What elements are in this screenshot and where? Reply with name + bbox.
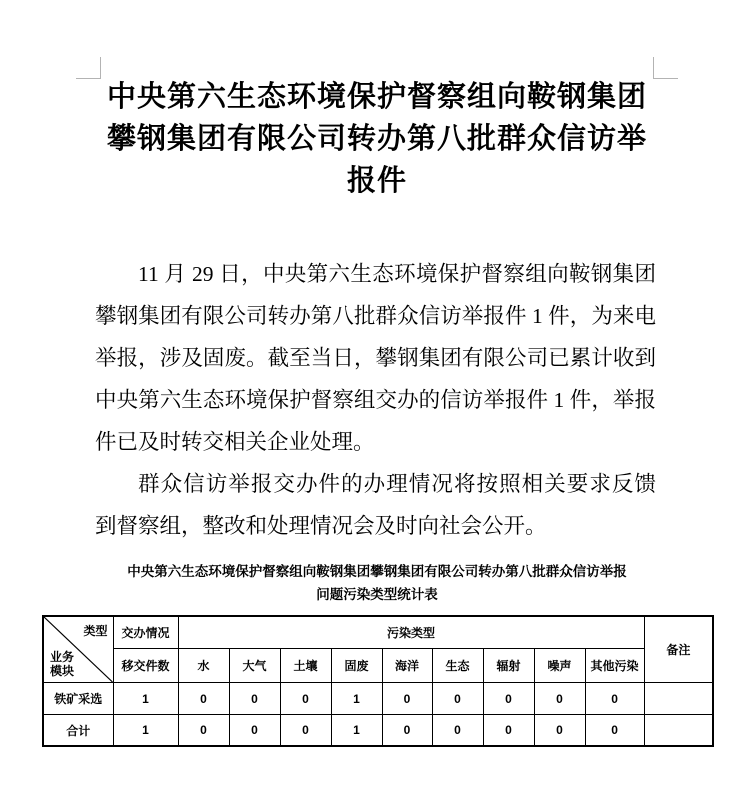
pollution-type-stats-table [42, 615, 714, 747]
table-cell: 0 [585, 715, 644, 747]
table-cell-remark [644, 683, 713, 715]
table-header-row-2 [43, 649, 713, 683]
table-caption [40, 560, 714, 606]
table-cell: 0 [432, 683, 483, 715]
row-label: 铁矿采选 [43, 683, 113, 715]
table-row-iron-ore [43, 683, 713, 715]
header-cell-ecology: 生态 [432, 649, 483, 683]
header-cell-air: 大气 [229, 649, 280, 683]
table-cell: 0 [229, 715, 280, 747]
table-row-total [43, 715, 713, 747]
table-cell-remark [644, 715, 713, 747]
header-cell-other-pollution: 其他污染 [585, 649, 644, 683]
table-cell: 1 [331, 683, 382, 715]
header-cell-noise: 噪声 [534, 649, 585, 683]
document-title [0, 76, 754, 202]
corner-label-line: 模块 [50, 664, 75, 678]
table-cell: 1 [113, 715, 178, 747]
body-line: 到督察组，整改和处理情况会及时向社会公开。 [95, 514, 547, 538]
title-line: 攀钢集团有限公司转办第八批群众信访举 [106, 123, 647, 155]
header-cell-ocean: 海洋 [382, 649, 432, 683]
row-label: 合计 [43, 715, 113, 747]
table-cell: 1 [113, 683, 178, 715]
table-cell: 0 [382, 715, 432, 747]
body-text [95, 253, 656, 547]
header-cell-solid-waste: 固废 [331, 649, 382, 683]
table-cell: 0 [280, 715, 331, 747]
body-line: 攀钢集团有限公司转办第八批群众信访举报件 1 件，为来电 [95, 304, 656, 328]
corner-label-business-module [50, 650, 74, 678]
header-cell-water: 水 [178, 649, 229, 683]
table-caption-line: 中央第六生态环境保护督察组向鞍钢集团攀钢集团有限公司转办第八批群众信访举报 [127, 564, 627, 579]
header-cell-assign-status: 交办情况 [113, 616, 178, 649]
corner-label-type: 类型 [83, 624, 108, 638]
table-header-row-1 [43, 616, 713, 649]
body-line: 中央第六生态环境保护督察组交办的信访举报件 1 件，举报 [95, 388, 656, 412]
header-cell-radiation: 辐射 [483, 649, 534, 683]
header-cell-soil: 土壤 [280, 649, 331, 683]
header-cell-transfer-count: 移交件数 [113, 649, 178, 683]
table-cell: 0 [534, 683, 585, 715]
title-line: 中央第六生态环境保护督察组向鞍钢集团 [106, 81, 647, 113]
table-cell: 0 [178, 683, 229, 715]
table-caption-line: 问题污染类型统计表 [316, 587, 438, 602]
title-line: 报件 [346, 165, 407, 197]
table-cell: 0 [483, 683, 534, 715]
corner-header-cell [43, 616, 113, 683]
table-cell: 0 [229, 683, 280, 715]
table-cell: 0 [483, 715, 534, 747]
table-cell: 0 [534, 715, 585, 747]
table-cell: 0 [280, 683, 331, 715]
body-line: 群众信访举报交办件的办理情况将按照相关要求反馈 [138, 472, 656, 496]
table-cell: 0 [585, 683, 644, 715]
body-line: 举报，涉及固废。截至当日，攀钢集团有限公司已累计收到 [95, 346, 656, 370]
table-cell: 1 [331, 715, 382, 747]
header-cell-remark: 备注 [644, 616, 713, 683]
table-cell: 0 [178, 715, 229, 747]
table-cell: 0 [432, 715, 483, 747]
corner-label-line: 业务 [50, 650, 75, 664]
table-cell: 0 [382, 683, 432, 715]
body-line: 件已及时转交相关企业处理。 [95, 430, 375, 454]
body-line: 11 月 29 日，中央第六生态环境保护督察组向鞍钢集团 [138, 262, 656, 286]
header-cell-pollution-group: 污染类型 [178, 616, 644, 649]
